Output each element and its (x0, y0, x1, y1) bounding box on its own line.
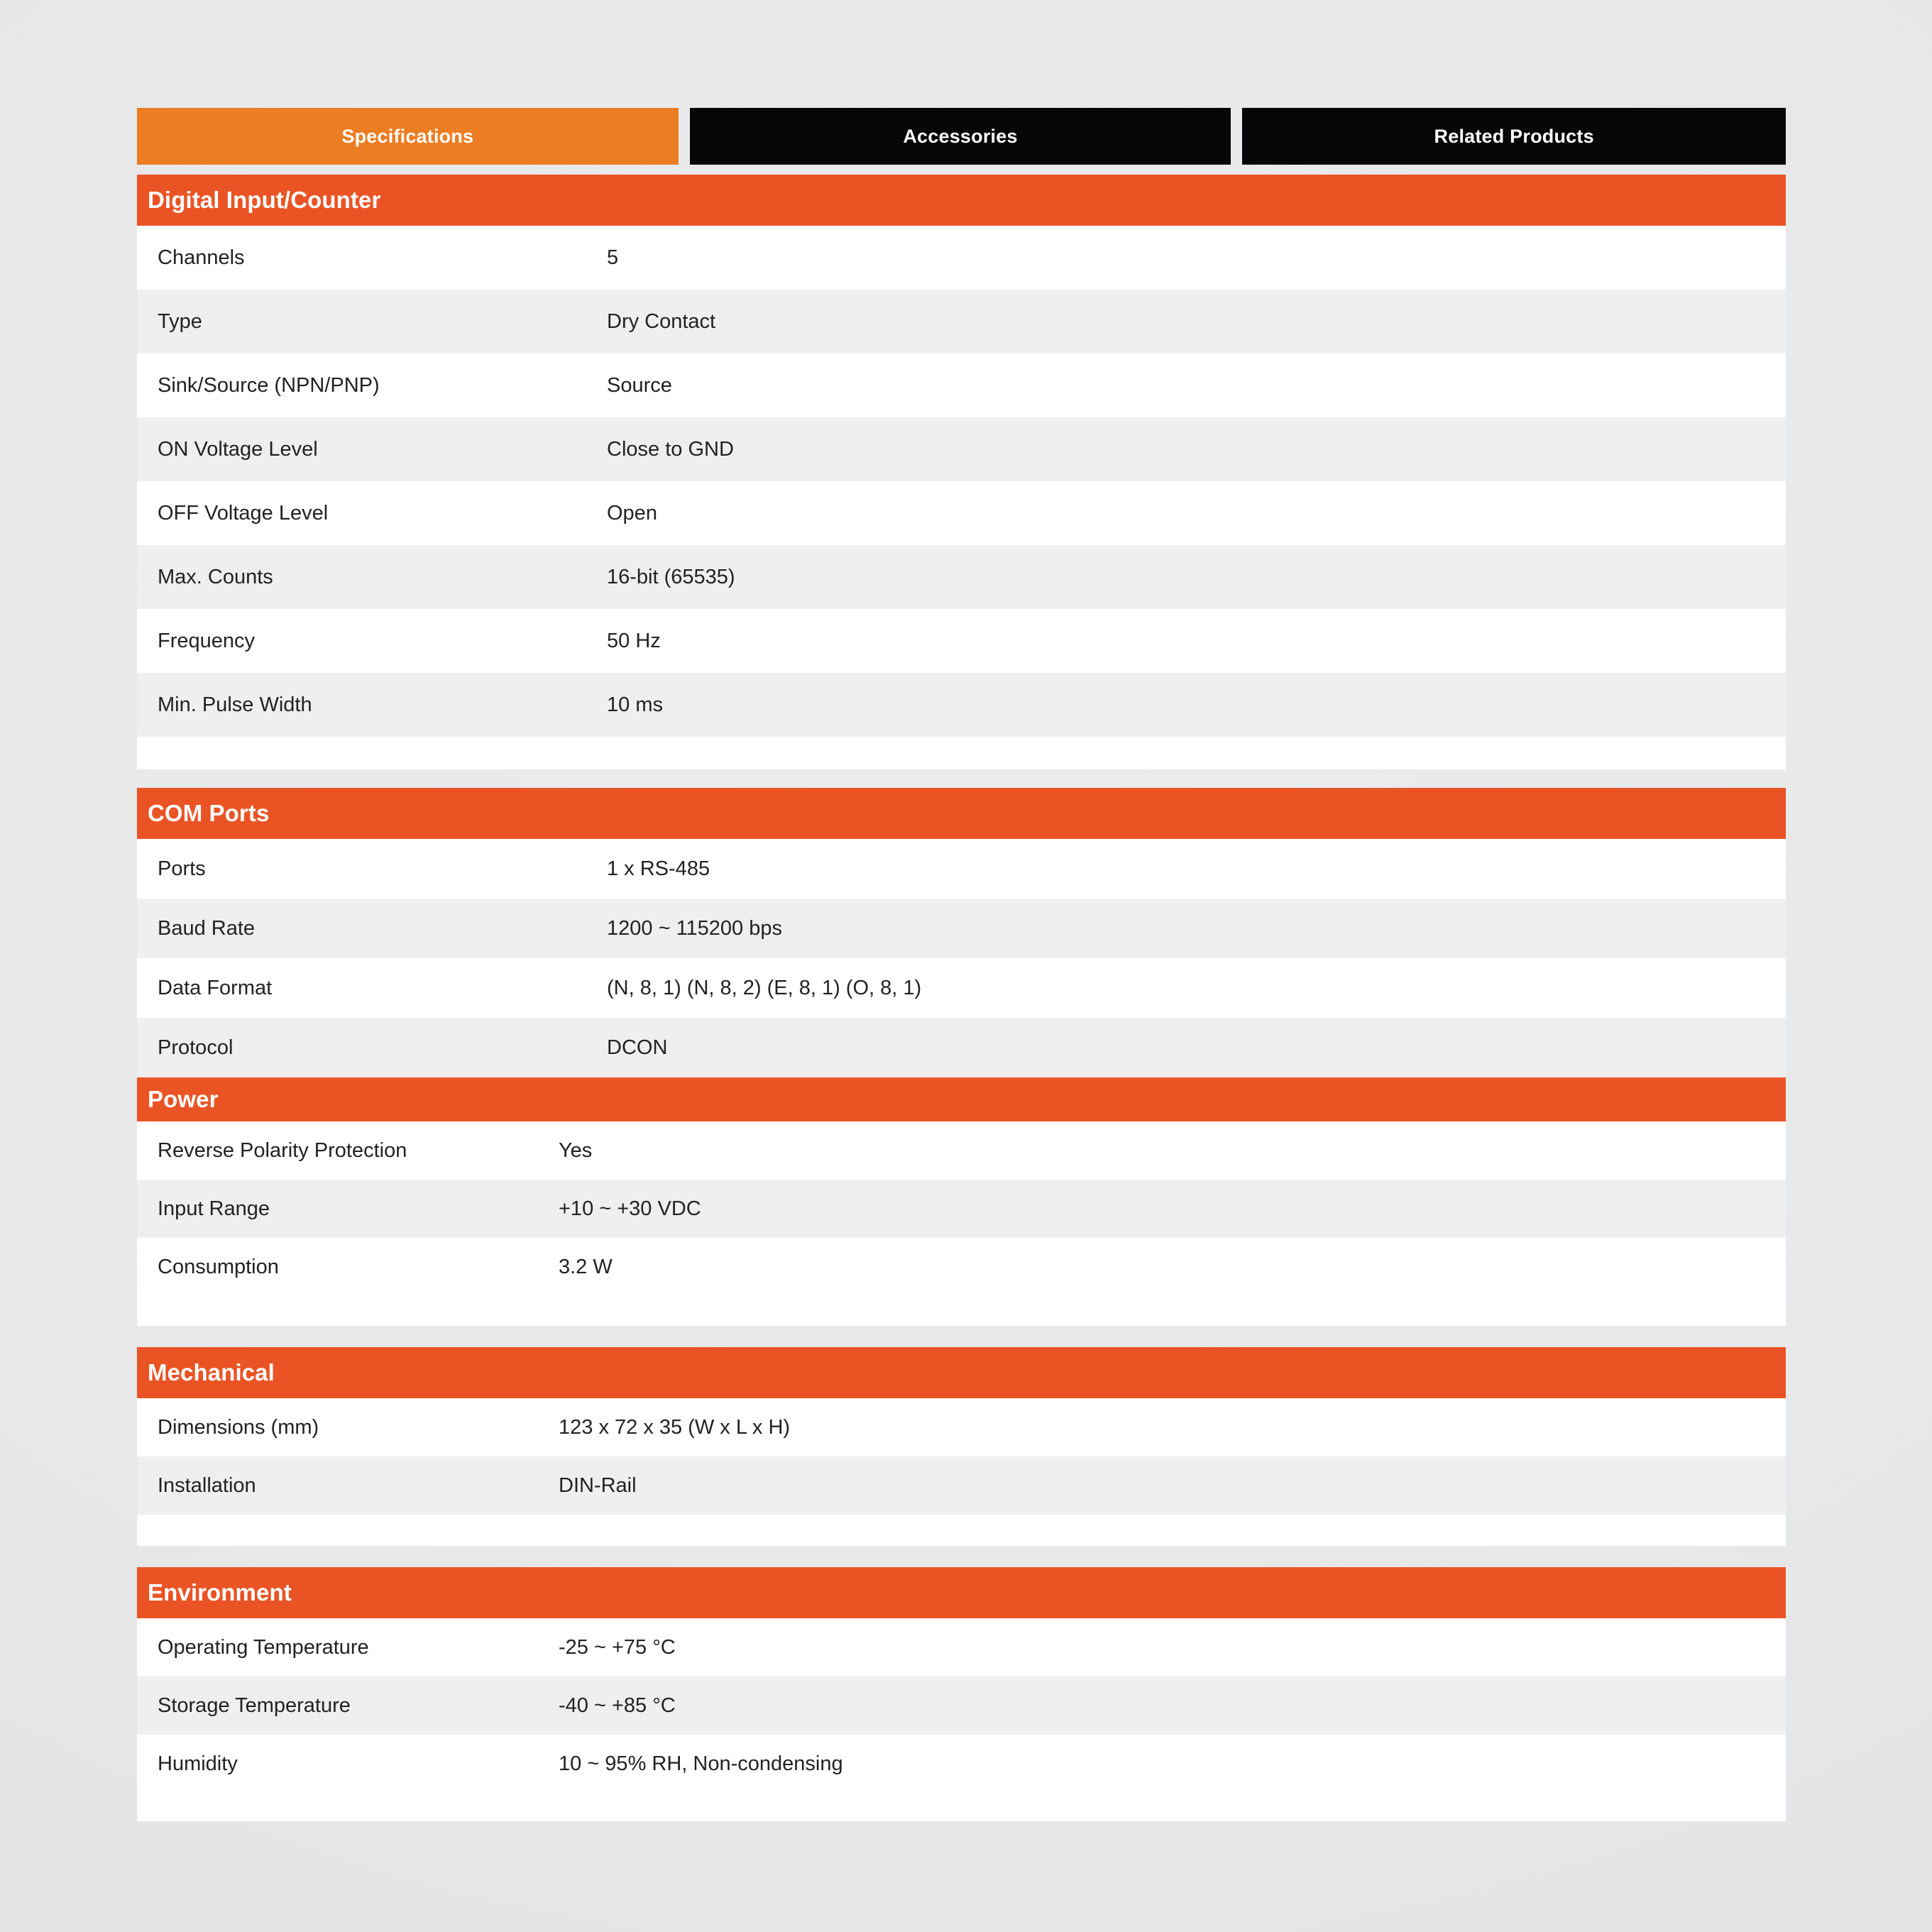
section-mechanical (137, 1347, 1786, 1546)
row-value: DIN-Rail (559, 1473, 637, 1497)
section-power (137, 1077, 1786, 1326)
table-row (137, 1735, 1786, 1793)
section-title: Digital Input/Counter (148, 187, 381, 213)
section-header-power (137, 1077, 1786, 1121)
row-value: DCON (607, 1036, 668, 1059)
row-label: Reverse Polarity Protection (158, 1138, 407, 1162)
row-label: Channels (158, 246, 245, 269)
row-label: Installation (158, 1473, 256, 1497)
row-label: Baud Rate (158, 916, 256, 940)
section-rows (137, 1398, 1786, 1515)
row-label: Dimensions (mm) (158, 1415, 319, 1439)
section-title: COM Ports (148, 800, 270, 826)
row-label: Protocol (158, 1036, 234, 1059)
row-value: 5 (607, 246, 619, 269)
section-bottom-spacer (137, 1515, 1786, 1546)
row-label: Storage Temperature (158, 1694, 351, 1717)
row-value: Dry Contact (607, 309, 716, 333)
row-label: Min. Pulse Width (158, 693, 312, 716)
row-value: Source (607, 373, 672, 397)
row-label: Sink/Source (NPN/PNP) (158, 373, 380, 397)
table-row (137, 839, 1786, 899)
row-label: Operating Temperature (158, 1635, 369, 1659)
table-row (137, 290, 1786, 353)
section-rows (137, 839, 1786, 1077)
table-row (137, 545, 1786, 609)
row-label: Max. Counts (158, 565, 273, 588)
section-gap (137, 1546, 1786, 1567)
section-com-ports (137, 788, 1786, 1077)
tab-specifications-label: Specifications (341, 125, 474, 147)
section-bottom-spacer (137, 737, 1786, 769)
row-value: 50 Hz (607, 629, 661, 652)
row-value: 10 ~ 95% RH, Non-condensing (559, 1752, 843, 1775)
row-value: Close to GND (607, 437, 734, 461)
table-row (137, 417, 1786, 481)
section-rows (137, 1618, 1786, 1793)
section-title: Environment (148, 1579, 292, 1606)
section-digital-input-counter (137, 175, 1786, 769)
section-rows (137, 1121, 1786, 1296)
table-row (137, 1676, 1786, 1735)
section-header-digital-input-counter (137, 175, 1786, 226)
row-value: (N, 8, 1) (N, 8, 2) (E, 8, 1) (O, 8, 1) (607, 976, 922, 999)
row-value: Open (607, 501, 657, 525)
row-label: ON Voltage Level (158, 437, 318, 461)
tab-specifications[interactable] (137, 108, 679, 165)
row-value: 1200 ~ 115200 bps (607, 916, 782, 940)
tab-accessories[interactable] (690, 108, 1231, 165)
row-label: Input Range (158, 1197, 270, 1220)
row-value: 3.2 W (559, 1255, 613, 1278)
row-value: Yes (559, 1138, 593, 1162)
table-row (137, 1121, 1786, 1180)
section-bottom-spacer (137, 1296, 1786, 1326)
row-label: OFF Voltage Level (158, 501, 329, 525)
table-row (137, 899, 1786, 958)
section-gap (137, 769, 1786, 788)
table-row (137, 609, 1786, 673)
row-value: -25 ~ +75 °C (559, 1635, 676, 1659)
table-row (137, 1180, 1786, 1238)
table-row (137, 958, 1786, 1018)
row-label: Type (158, 309, 202, 333)
table-row (137, 1456, 1786, 1515)
row-label: Humidity (158, 1752, 238, 1775)
row-label: Consumption (158, 1255, 279, 1278)
section-rows (137, 226, 1786, 737)
table-row (137, 1018, 1786, 1077)
row-value: +10 ~ +30 VDC (559, 1197, 701, 1220)
table-row (137, 1238, 1786, 1296)
table-row (137, 1618, 1786, 1676)
row-label: Data Format (158, 976, 273, 999)
table-row (137, 226, 1786, 290)
section-title: Power (148, 1086, 219, 1112)
row-value: -40 ~ +85 °C (559, 1694, 676, 1717)
table-row (137, 481, 1786, 545)
specifications-panel (137, 175, 1786, 1821)
section-header-mechanical (137, 1347, 1786, 1398)
tab-related-products[interactable] (1242, 108, 1786, 165)
row-value: 10 ms (607, 693, 663, 716)
tab-related-products-label: Related Products (1434, 125, 1594, 147)
table-row (137, 353, 1786, 417)
row-value: 16-bit (65535) (607, 565, 735, 588)
section-environment (137, 1567, 1786, 1821)
row-label: Ports (158, 857, 206, 880)
product-tab-bar (137, 108, 1786, 165)
section-gap (137, 1326, 1786, 1347)
table-row (137, 1398, 1786, 1456)
row-value: 1 x RS-485 (607, 857, 710, 880)
section-header-environment (137, 1567, 1786, 1618)
section-header-com-ports (137, 788, 1786, 839)
row-value: 123 x 72 x 35 (W x L x H) (559, 1415, 791, 1439)
section-title: Mechanical (148, 1359, 275, 1385)
tab-accessories-label: Accessories (903, 125, 1018, 147)
row-label: Frequency (158, 629, 256, 652)
table-row (137, 673, 1786, 737)
section-bottom-spacer (137, 1793, 1786, 1821)
